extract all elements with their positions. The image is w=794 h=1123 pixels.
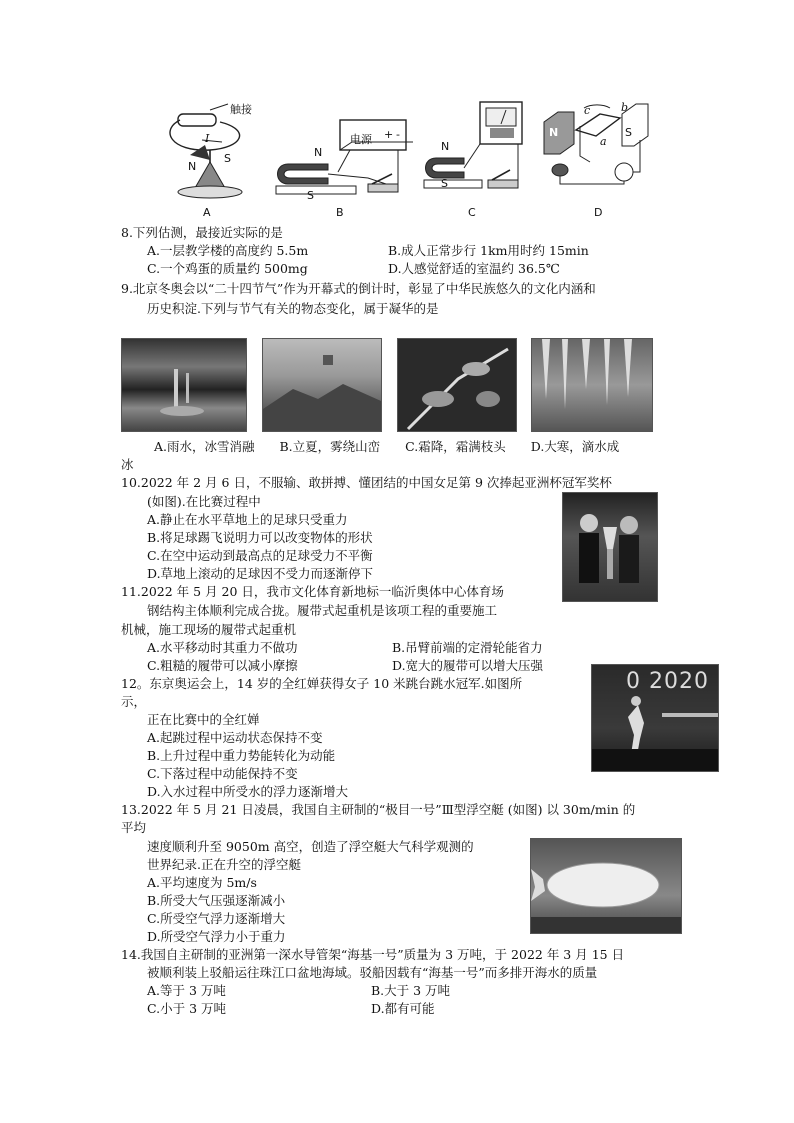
figure-d-b-label: b: [621, 101, 629, 114]
q8-option-d: D.人感觉舒适的室温约 36.5℃: [388, 261, 560, 276]
q11-option-b: B.吊臂前端的定滑轮能省力: [392, 640, 543, 655]
q12-photo-diver: [591, 664, 719, 772]
q12-option-a: A.起跳过程中运动状态保持不变: [147, 730, 323, 745]
q13-photo-airship: [530, 838, 682, 934]
q13-option-c: C.所受空气浮力逐渐增大: [147, 911, 286, 926]
q9-stem-line2: 历史积淀.下列与节气有关的物态变化，属于凝华的是: [147, 301, 439, 316]
q9-stem-line1: 9.北京冬奥会以“二十四节气”作为开幕式的倒计时，彰显了中华民族悠久的文化内涵和: [121, 281, 596, 296]
q10-option-d: D.草地上滚动的足球因不受力而逐渐停下: [147, 566, 374, 581]
q13-stem-line2: 平均: [121, 820, 147, 835]
q8-option-b: B.成人正常步行 1km用时约 15min: [388, 243, 589, 258]
q10-stem-line1: 10.2022 年 2 月 6 日，不服输、敢拼搏、懂团结的中国女足第 9 次捧起亚洲杯冠军奖杯: [121, 475, 612, 490]
q9-options: A.雨水，冰雪消融 B.立夏，雾绕山峦 C.霜降，霜满枝头 D.大寒，滴水成: [154, 439, 620, 454]
figure-c-generator-circuit: [418, 100, 533, 200]
figure-a-s-label: S: [224, 152, 231, 165]
figure-a-n-label: N: [188, 160, 197, 173]
figure-c-n-label: N: [441, 140, 450, 153]
q8-option-c: C.一个鸡蛋的质量约 500mg: [147, 261, 308, 276]
q13-option-a: A.平均速度为 5m/s: [147, 875, 257, 890]
q12-option-d: D.入水过程中所受水的浮力逐渐增大: [147, 784, 349, 799]
q14-option-d: D.都有可能: [371, 1001, 435, 1016]
q14-stem-line2: 被顺利装上驳船运往珠江口盆地海域。驳船因载有“海基一号”而多排开海水的质量: [147, 965, 598, 980]
q10-stem-line2: (如图).在比赛过程中: [147, 494, 261, 509]
figure-label-c: C: [468, 206, 476, 219]
q11-option-c: C.粗糙的履带可以减小摩擦: [147, 658, 298, 673]
q10-option-a: A.静止在水平草地上的足球只受重力: [147, 512, 348, 527]
q13-stem-line4: 世界纪录.正在升空的浮空艇: [147, 857, 301, 872]
q11-option-d: D.宽大的履带可以增大压强: [392, 658, 544, 673]
q9-photo-a-ice-melting: [121, 338, 247, 432]
q12-option-b: B.上升过程中重力势能转化为动能: [147, 748, 336, 763]
q11-stem-line2: 钢结构主体顺利完成合拢。履带式起重机是该项工程的重要施工: [147, 603, 498, 618]
q13-option-b: B.所受大气压强逐渐减小: [147, 893, 286, 908]
q11-option-a: A.水平移动时其重力不做功: [147, 640, 298, 655]
q9-photo-c-frost-branches: [397, 338, 517, 432]
q13-stem-line3: 速度顺利升至 9050m 高空，创造了浮空艇大气科学观测的: [147, 839, 474, 854]
q8-stem: 8.下列估测，最接近实际的是: [121, 225, 283, 240]
figure-d-c-label: c: [584, 104, 591, 117]
figure-b-s-label: S: [307, 189, 314, 202]
q10-option-c: C.在空中运动到最高点的足球受力不平衡: [147, 548, 373, 563]
figure-d-n-label: N: [549, 126, 559, 139]
figure-a-contact-label: 触接: [230, 103, 252, 116]
figure-c-s-label: S: [441, 177, 448, 190]
figure-label-b: B: [336, 206, 344, 219]
figure-b-motor-circuit: [268, 112, 413, 204]
q9-options-wrap: 冰: [121, 457, 134, 472]
q12-option-c: C.下落过程中动能保持不变: [147, 766, 298, 781]
q12-stem-line3: 正在比赛中的全红婵: [147, 712, 260, 727]
q14-stem-line1: 14.我国自主研制的亚洲第一深水导管架“海基一号”质量为 3 万吨，于 2022 年 3 月 15 日: [121, 947, 625, 962]
q13-option-d: D.所受空气浮力小于重力: [147, 929, 286, 944]
figure-a-current-label: I: [205, 132, 210, 145]
figure-d-s-label: S: [625, 126, 632, 139]
figure-c-drawing: [418, 100, 533, 200]
q11-stem-line3: 机械，施工现场的履带式起重机: [121, 622, 297, 637]
q12-photo-scoreboard-text: 0 2020: [626, 669, 709, 694]
q10-photo-trophy-celebration: [562, 492, 658, 602]
q14-option-c: C.小于 3 万吨: [147, 1001, 226, 1016]
q12-stem-line1: 12。东京奥运会上，14 岁的全红婵获得女子 10 米跳台跳水冠军.如图所: [121, 676, 523, 691]
figure-b-n-label: N: [314, 146, 323, 159]
figure-d-coil-in-field: [540, 100, 650, 202]
q10-option-b: B.将足球踢飞说明力可以改变物体的形状: [147, 530, 373, 545]
q9-photo-b-fog-mountains: [262, 338, 382, 432]
q14-option-b: B.大于 3 万吨: [371, 983, 451, 998]
figure-d-a-label: a: [600, 135, 607, 148]
figure-b-drawing: [268, 112, 413, 204]
figure-label-d: D: [594, 206, 603, 219]
figure-d-drawing: [540, 100, 650, 202]
q9-photo-d-icicles: [531, 338, 653, 432]
q12-stem-line2: 示，: [121, 694, 147, 709]
q14-option-a: A.等于 3 万吨: [147, 983, 226, 998]
q13-stem-line1: 13.2022 年 5 月 21 日凌晨，我国自主研制的“极目一号”Ⅲ型浮空艇 (如图) 以 30m/min 的: [121, 802, 636, 817]
figure-label-a: A: [203, 206, 211, 219]
figure-a-drawing: [150, 100, 270, 202]
figure-a-rotating-coil: [150, 100, 270, 202]
figure-b-plus-label: +: [384, 128, 394, 141]
figure-b-minus-label: -: [396, 128, 400, 141]
figure-b-power-label: 电源: [350, 133, 372, 146]
q11-stem-line1: 11.2022 年 5 月 20 日，我市文化体育新地标一临沂奥体中心体育场: [121, 584, 504, 599]
q8-option-a: A.一层教学楼的高度约 5.5m: [147, 243, 309, 258]
